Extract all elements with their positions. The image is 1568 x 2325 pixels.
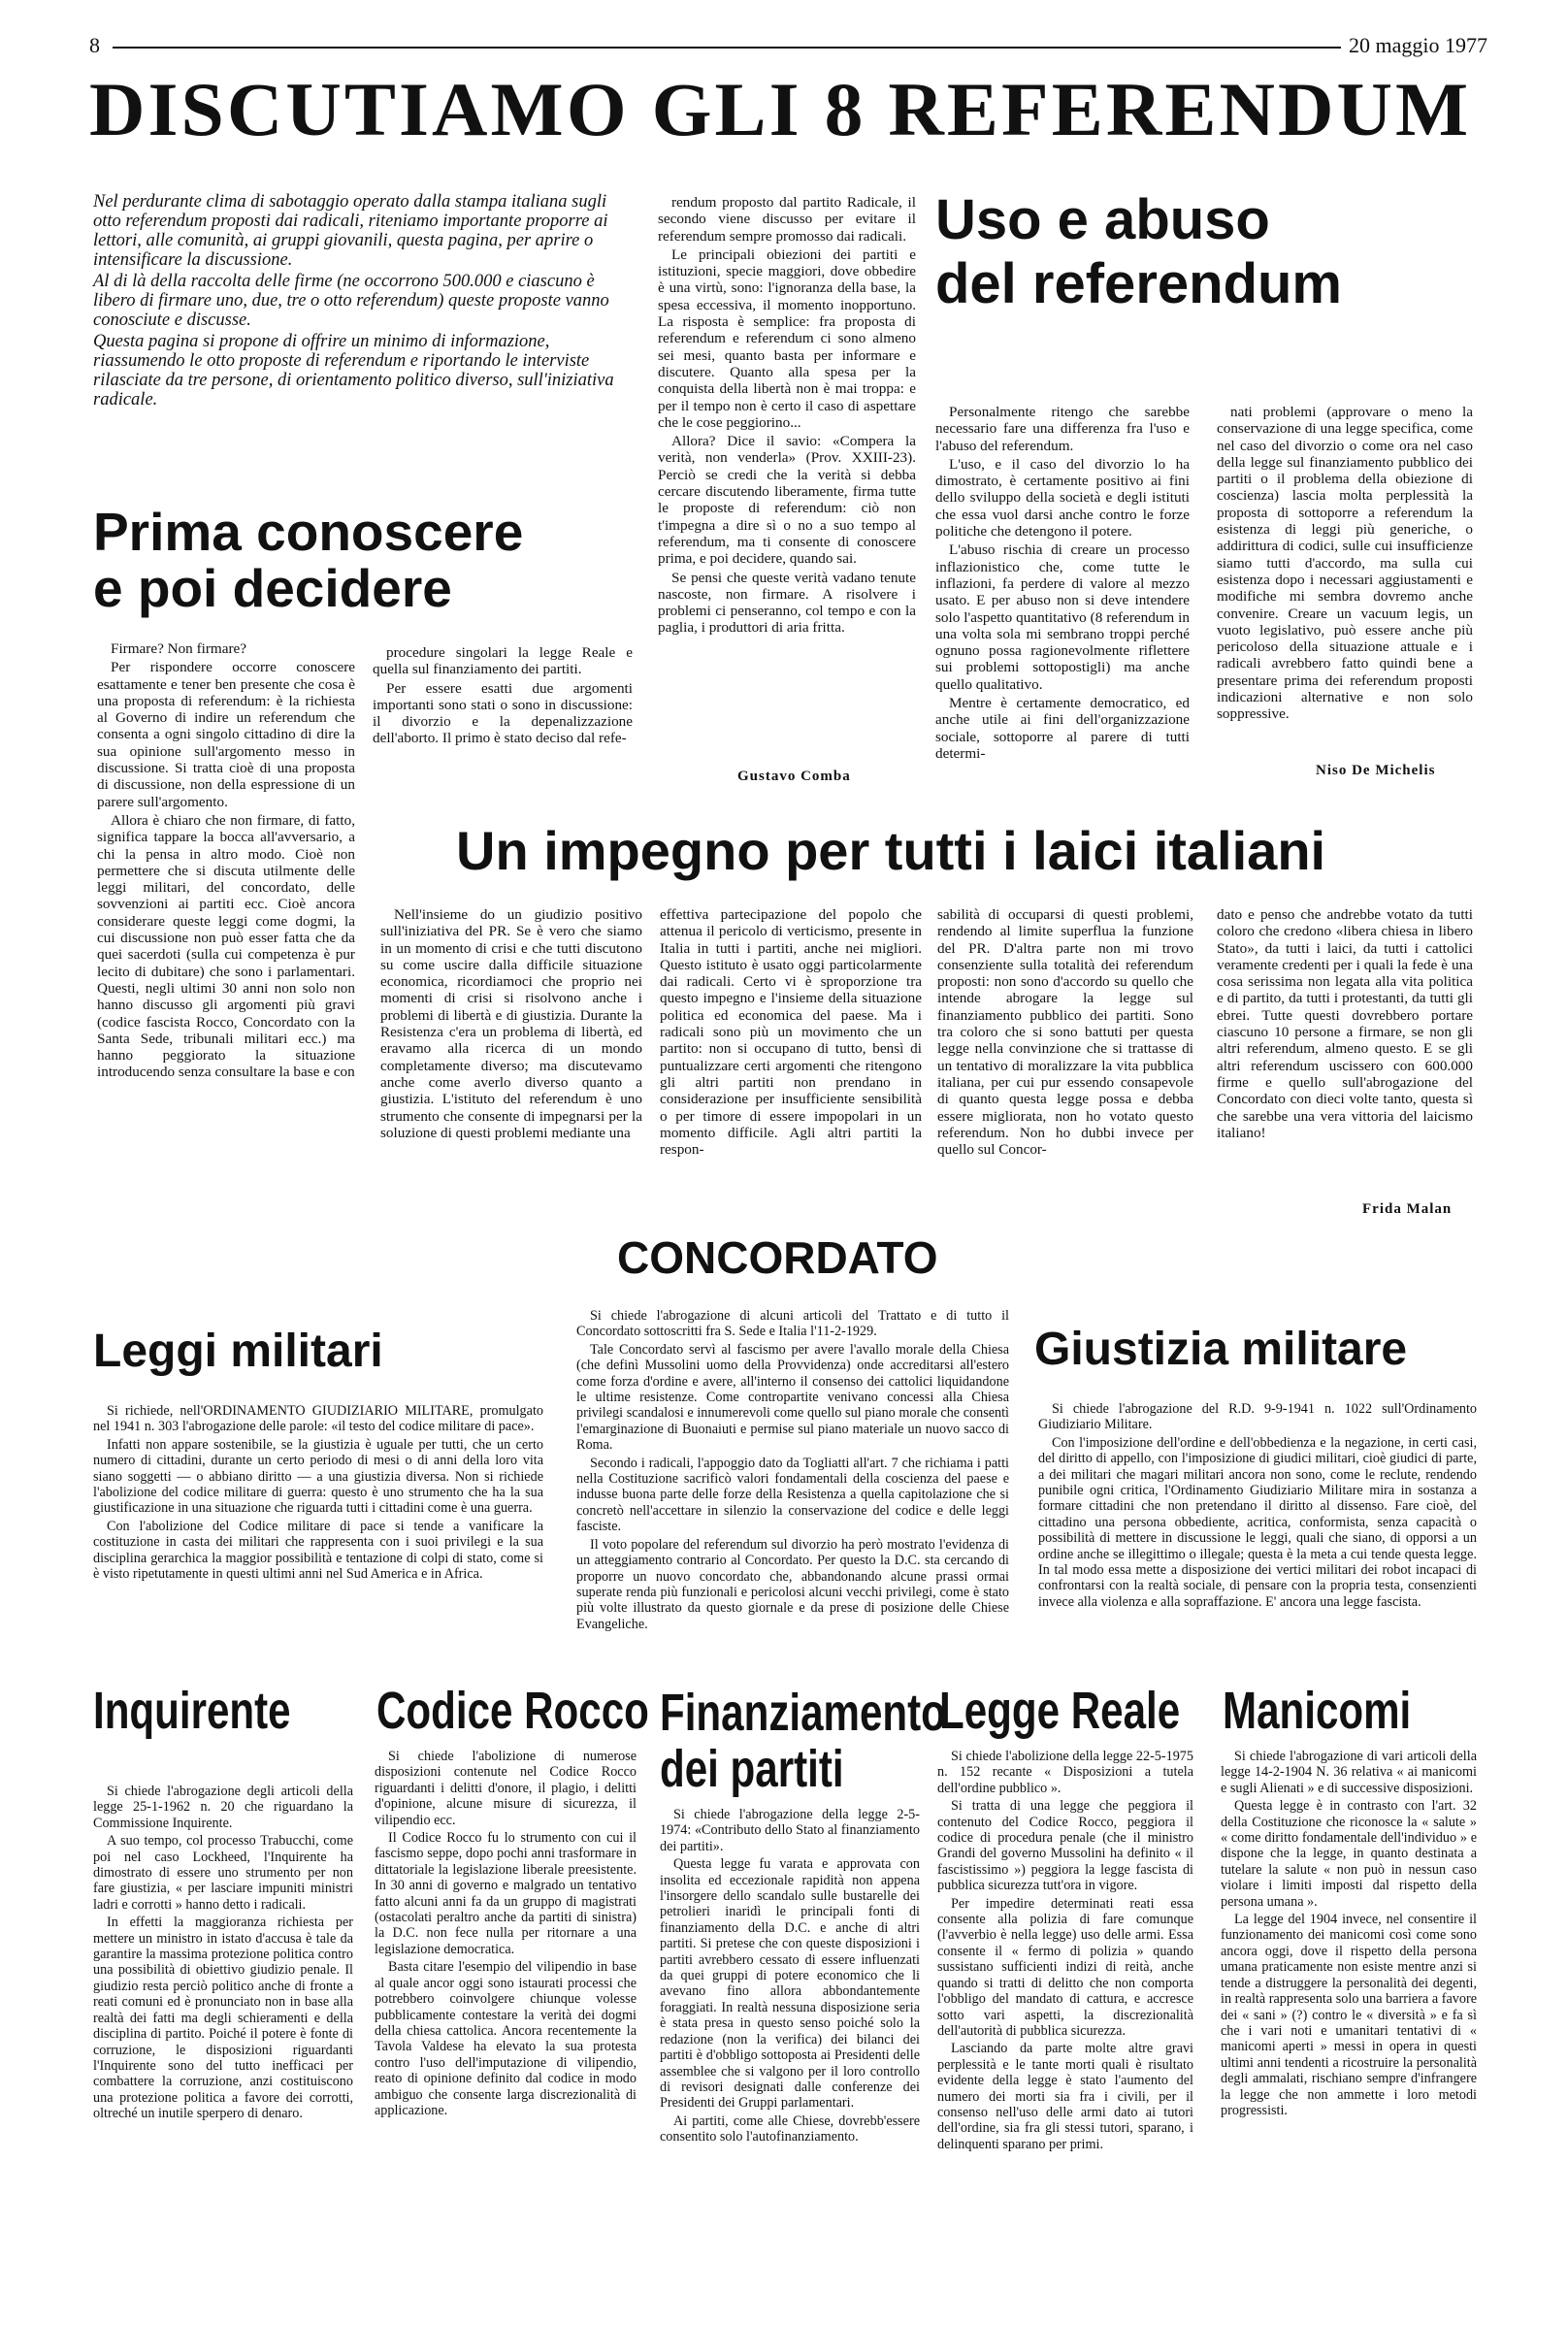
article-column xyxy=(373,644,633,749)
paragraph: Per essere esatti due argomenti importanti sono stati o sono in discussione: il divorzio e la depenalizzazione dell'aborto. Il primo è stato deciso dal refe- xyxy=(373,679,633,747)
article-headline-manicomi: Manicomi xyxy=(1223,1682,1412,1740)
intro-paragraph: Nel perdurante clima di sabotaggio operato dalla stampa italiana sugli otto referendum proposti dai radicali, riteniamo importante proporre ai lettori, alle comunità, ai gruppi giovanili, questa pagina, per aprire o intensificare la discussione. xyxy=(93,192,608,270)
paragraph: A suo tempo, col processo Trabucchi, come poi nel caso Lockheed, l'Inquirente ha dimostrato di essere uno strumento per non fare giustizia, « per lasciare impuniti ministri ladri e corrotti » hanno detto i radicali. xyxy=(93,1833,353,1913)
intro-box xyxy=(93,192,637,411)
page-title: DISCUTIAMO GLI 8 REFERENDUM xyxy=(89,67,1472,151)
article-headline-concordato: CONCORDATO xyxy=(617,1232,938,1283)
paragraph: Firmare? Non firmare? xyxy=(111,640,246,657)
signature: Niso De Michelis xyxy=(1316,763,1436,778)
paragraph: dato e penso che andrebbe votato da tutti coloro che credono «libera chiesa in libero Stato», da tutti i laici, da tutti i cattolici veramente credenti per i quali la fede è una cosa serissima non legata alla vita politica e di partito, da tutti i protestanti, da tutti gli ebrei. Tutte questi dovrebbero portare ciascuno 10 persone a firmare, se non gli altri referendum, almeno questo. E se gli altri referendum uscissero con 600.000 firme e quello sull'abrogazione del Concordato con dieci volte tanto, questa sì che sarebbe una vera vittoria del laicismo italiano! xyxy=(1217,906,1473,1141)
article-headline-uso xyxy=(935,188,1440,316)
paragraph: Il Codice Rocco fu lo strumento con cui il fascismo seppe, dopo pochi anni trasformare in dittatoriale la legislazione liberale preesistente. In 30 anni di governo e malgrado un tentativo fatto alcuni anni fa da un gruppo di magistrati (ostacolati peraltro anche da partiti di sinistra) la D.C. non fece nulla per ritornare a una legislazione democratica. xyxy=(375,1830,637,1957)
paragraph: Si chiede l'abolizione della legge 22-5-1975 n. 152 recante « Disposizioni a tutela dell'ordine pubblico ». xyxy=(937,1749,1193,1796)
headline-line: Uso e abuso xyxy=(935,188,1270,251)
headline-line: Finanziamento xyxy=(660,1684,946,1742)
headline-line: e poi decidere xyxy=(93,557,452,618)
article-column xyxy=(658,194,916,639)
issue-date: 20 maggio 1977 xyxy=(1349,33,1487,57)
paragraph: Questa legge è in contrasto con l'art. 32 della Costituzione che riconosce la « salute » « come diritto fondamentale dell'individuo » e dispone che la legge, in quanto destinata a tutelare la salute « non può in nessun caso violare i limiti imposti dal rispetto della persona umana ». xyxy=(1221,1798,1477,1910)
paragraph: Basta citare l'esempio del vilipendio in base al quale ancor oggi sono istaurati processi che potrebbero coinvolgere chiunque volesse pubblicamente contestare la verità dei dogmi della chiesa cattolica. Ancora recentemente la Tavola Valdese ha elevato la sua protesta contro l'uso dell'imputazione di vilipendio, reato di opinione definito dal codice in modo ambiguo che consente larga discrezionalità di applicazione. xyxy=(375,1959,637,2118)
paragraph: Si chiede l'abrogazione della legge 2-5-1974: «Contributo dello Stato al finanziamento dei partiti». xyxy=(660,1807,920,1854)
paragraph: Il voto popolare del referendum sul divorzio ha però mostrato l'evidenza di un atteggiamento contrario al Concordato. Per questo la D.C. sta cercando di proporre un nuovo concordato che, abbandonando alcune prassi ormai superate renda più funzionali e pericolosi alcuni vecchi privilegi, come è stato più volte illustrato da questo giornale e da prese di posizione delle Chiese Evangeliche. xyxy=(576,1536,1009,1632)
paragraph: Si richiede, nell'ORDINAMENTO GIUDIZIARIO MILITARE, promulgato nel 1941 n. 303 l'abrogazione delle parole: «il testo del codice militare di pace». xyxy=(93,1403,543,1435)
paragraph: Tale Concordato servì al fascismo per avere l'avallo morale della Chiesa (che definì Mussolini uomo della Provvidenza) onde accreditarsi all'estero come forza d'ordine e avere, all'interno il consenso dei cattolici liquidandone le ultime resistenze. Come contropartite venivano concessi alla Chiesa privilegi scandalosi e innumerevoli come quello sul piano morale che consentì l'emarginazione di Buonaiuti e permise sul piano materiale un nuovo sacco di Roma. xyxy=(576,1341,1009,1454)
article-column xyxy=(935,404,1190,764)
intro-paragraph: Al di là della raccolta delle firme (ne occorrono 500.000 e ciascuno è libero di firmare uno, due, tre o otto referendum) queste proposte vanno conosciute e discusse. xyxy=(93,272,609,330)
article-column xyxy=(660,906,922,1160)
article-column xyxy=(937,906,1193,1160)
paragraph: Lasciando da parte molte altre gravi perplessità e le tante morti quali è risultato evidente della legge è stato l'aumento del numero dei morti sia fra i civili, per il consenso nell'uso delle armi dato ai tutori dell'ordine, sia fra gli stessi tutori, sparano, i delinquenti sparano per primi. xyxy=(937,2041,1193,2152)
headline-line: dei partiti xyxy=(660,1740,844,1798)
paragraph: Infatti non appare sostenibile, se la giustizia è uguale per tutti, che un certo numero di cittadini, durante un certo periodo di mesi o di anni della loro vita siano soggetti — o abbiano diritto — a una giustizia diversa. Non si richiede l'abolizione del codice militare di guerra: questo è uno strumento che ha la sua giustificazione in una situazione che riguarda tutti i cittadini come è una guerra. xyxy=(93,1436,543,1517)
paragraph: nati problemi (approvare o meno la conservazione di una legge specifica, come nel caso del divorzio o come ora nel caso della legge sul finanziamento pubblico dei partiti o il problema della obiezione di coscienza) lascia molta perplessità la proposta di sottoporre a referendum la esistenza di leggi più generiche, o addirittura di codici, sulle cui insufficienze siamo tutti d'accordo, ma sulla cui esistenza dopo i necessari aggiustamenti e modifiche mi sembra dovremo anche convenire. Creare un vacuum legis, un vuoto legislativo, può essere anche più pericoloso della situazione attuale e i radicali avrebbero fatto quindi bene a presentare prima dei referendum proposti indicazioni alternative e non solo soppressive. xyxy=(1217,404,1473,723)
paragraph: Per rispondere occorre conoscere esattamente e tener ben presente che cosa è una proposta di referendum: è la richiesta al Governo di indire un referendum che consenta a ogni singolo cittadino di dire la sua opinione sull'argomento messo in discussione. Si tratta cioè di una proposta di discussione, non della espressione di un parere sull'argomento. xyxy=(97,659,355,810)
article-body xyxy=(93,1784,353,2124)
header-rule xyxy=(113,47,1341,49)
page-number: 8 xyxy=(89,33,100,57)
paragraph: Secondo i radicali, l'appoggio dato da Togliatti all'art. 7 che richiama i patti nella Costituzione sacrificò valori fondamentali della coscienza del paese e indusse buona parte delle forze della Resistenza a quella capitolazione che si concretò nell'accettare in silenzio la conservazione del codice e delle leggi fasciste. xyxy=(576,1455,1009,1535)
article-column xyxy=(97,640,355,1083)
paragraph: Questa legge fu varata e approvata con insolita ed eccezionale rapidità non appena l'insorgere dello scandalo sulle bustarelle dei petrolieri inaridì le principali fonti di finanziamento della D.C. e anche di altri partiti. Si pretese che con queste disposizioni i partiti avrebbero cessato di essere influenzati da quei gruppi di potere economico che li avevano fino allora abbondantemente foraggiati. In realtà nessuna disposizione seria è stata presa in questo senso poiché solo la redazione (non la verifica) dei bilanci dei partiti è d'obbligo sottoposta ai Presidenti delle assemblee che si valgono per il loro controllo di revisori designati dalle conferenze dei Presidenti dei Gruppi parlamentari. xyxy=(660,1856,920,2112)
paragraph: Con l'abolizione del Codice militare di pace si tende a vanificare la costituzione in casta dei militari che rappresenta con i suoi privilegi e la sua disciplina gerarchica la maggior possibilità e tentazione di colpi di stato, come si è visto ripetutamente in questi ultimi anni nel Sud America e in Africa. xyxy=(93,1518,543,1583)
article-headline-leggi-militari: Leggi militari xyxy=(93,1326,383,1377)
paragraph: L'abuso rischia di creare un processo inflazionistico che, come tutte le inflazioni, fa perdere di valore al mezzo usato. E per abuso non si deve intendere solo l'aspetto quantitativo (8 referendum in una volta sola mi sembrano troppi perché ognuno possa ragionevolmente riflettere sui problemi sottopostigli) ma anche quello qualitativo. xyxy=(935,541,1190,693)
signature: Gustavo Comba xyxy=(737,769,851,784)
intro-paragraph: Questa pagina si propone di offrire un minimo di informazione, riassumendo le otto proposte di referendum e riportando le interviste rilasciate da tre persone, di orientamento politico diverso, sull'iniziativa radicale. xyxy=(93,332,614,409)
article-headline-codice-rocco: Codice Rocco xyxy=(376,1682,649,1740)
article-headline-impegno: Un impegno per tutti i laici italiani xyxy=(456,820,1326,881)
paragraph: Se pensi che queste verità vadano tenute nascoste, non firmare. A risolvere i problemi ci penseranno, col tempo e con la paglia, i produttori di aria fritta. xyxy=(658,569,916,637)
article-headline-legge-reale: Legge Reale xyxy=(939,1682,1181,1740)
article-body xyxy=(576,1308,1009,1634)
article-body xyxy=(1221,1749,1477,2120)
headline-line: Prima conoscere xyxy=(93,502,524,562)
article-body xyxy=(937,1749,1193,2154)
paragraph: effettiva partecipazione del popolo che attenua il pericolo di verticismo, presente in Italia in tutti i partiti, anche nei migliori. Questo istituto è usato oggi particolarmente dai radicali. Certo vi è sproporzione tra questo impegno e l'insieme della situazione politica ed economica del paese. Ma i radicali sono più un movimento che un partito: non si occupano di tutto, bensì di puntualizzare certi argomenti che ritengono gli altri partiti non prendano in considerazione per insufficiente sensibilità o per timore di essere impopolari in un momento difficile. Agli altri partiti la respon- xyxy=(660,906,922,1159)
signature: Frida Malan xyxy=(1362,1201,1453,1217)
paragraph: Si chiede l'abrogazione di vari articoli della legge 14-2-1904 N. 36 relativa « ai manicomi e sugli Alienati » e di successive disposizioni. xyxy=(1221,1749,1477,1796)
article-column xyxy=(1217,906,1473,1143)
paragraph: Mentre è certamente democratico, ed anche utile ai fini dell'organizzazione sociale, sottoporre al parere di tutti determi- xyxy=(935,695,1190,762)
paragraph: La legge del 1904 invece, nel consentire il funzionamento dei manicomi così come sono ancora oggi, dove il rispetto della persona umana praticamente non esiste mentre anzi si tende a distruggere la personalità dei degenti, in realtà rappresenta solo una barriera a favore dei « sani » (?) contro le « diversità » e fa sì che i vari noti e umanitari tentativi di « manicomi aperti » messi in opera in questi ultimi anni tendenti a ricostruire la personalità degli ammalati, rischiano sempre d'infrangere la legge che non ammette i loro metodi progressisti. xyxy=(1221,1912,1477,2118)
article-headline-finanziamento xyxy=(660,1685,946,1797)
article-body xyxy=(1038,1401,1477,1612)
article-headline-inquirente: Inquirente xyxy=(93,1682,291,1740)
paragraph: L'uso, e il caso del divorzio lo ha dimostrato, è certamente positivo ai fini dello sviluppo della società e degli istituti che essa vuol darsi anche contro le forze politiche che detengono il potere. xyxy=(935,455,1190,540)
paragraph: Personalmente ritengo che sarebbe necessario fare una differenza fra l'uso e l'abuso del referendum. xyxy=(935,404,1190,454)
headline-line: del referendum xyxy=(935,252,1342,315)
paragraph: Si chiede l'abrogazione di alcuni articoli del Trattato e di tutto il Concordato sottoscritti fra S. Sede e Italia l'11-2-1929. xyxy=(576,1308,1009,1340)
paragraph: Le principali obiezioni dei partiti e istituzioni, specie maggiori, dove obbedire è una virtù, sono: l'ignoranza della base, la spesa eccessiva, il momento inopportuno. La risposta è semplice: fra proposta di referendum e referendum ci sono almeno sei mesi, quanto basta per informare e discutere. Quanto alla spesa per la conquista della libertà non è mai troppa: e per il tempo non è certo il caso di aspettare che le cose peggiorino... xyxy=(658,246,916,431)
article-body xyxy=(375,1749,637,2120)
paragraph: Ai partiti, come alle Chiese, dovrebb'essere consentito solo l'autofinanziamento. xyxy=(660,2112,920,2145)
paragraph: Si chiede l'abrogazione degli articoli della legge 25-1-1962 n. 20 che riguardano la Commissione Inquirente. xyxy=(93,1784,353,1831)
paragraph: Nell'insieme do un giudizio positivo sull'iniziativa del PR. Se è vero che siamo in un momento di crisi e che tutti discutono su come uscire dalla difficile situazione economica, ricordiamoci che proprio nei momenti di crisi si risolvono anche i problemi di libertà e di giustizia. Durante la Resistenza c'era un problema di libertà, ed eravamo alla ricerca di un mondo completamente diverso; ma discutevamo anche come averlo diverso quanto a giustizia. L'istituto del referendum è uno strumento che consente di impegnarsi per la soluzione di questi problemi mediante una xyxy=(380,906,642,1141)
paragraph: Si chiede l'abolizione di numerose disposizioni contenute nel Codice Rocco riguardanti i delitti d'onore, il plagio, i delitti d'opinione, alcune misure di sicurezza, il vilipendio ecc. xyxy=(375,1749,637,1828)
paragraph: Allora è chiaro che non firmare, di fatto, significa tappare la bocca all'avversario, a chi la pensa in altro modo. Cioè non permettere che si discuta utilmente delle leggi militari, del concordato, delle sovvenzioni ai partiti ecc. Cioè ancora considerare queste leggi come dogmi, la cui discussione non può esser fatta che da quei sacerdoti (sulla cui competenza è pur lecito di dubitare) che sono i parlamentari. Questi, negli ultimi 30 anni non solo non hanno discusso gli argomenti più gravi (codice fascista Rocco, Concordato con la Santa Sede, tribunali militari ecc.) ma hanno peggiorato la situazione introducendo senza consultare la base e con xyxy=(97,811,355,1081)
paragraph: rendum proposto dal partito Radicale, il secondo viene discusso per evitare il referendum sempre promosso dai radicali. xyxy=(658,194,916,245)
paragraph: Allora? Dice il savio: «Compera la verità, non venderla» (Prov. XXIII-23). Perciò se credi che la verità si debba cercare discutendo liberamente, firma tutte le proposte di referendum: ciò non t'impegna a dire sì o no a suo tempo al referendum, ma ti consente di conoscere prima, e poi decidere, quando sai. xyxy=(658,433,916,568)
paragraph: Con l'imposizione dell'ordine e dell'obbedienza e la negazione, in certi casi, del diritto di appello, con l'imposizione di giudici militari, cioè giudici di parte, a dei militari che magari militari ancora non sono, come le reclute, rendendo punibile ogni critica, l'Ordinamento Giudiziario Militare mira in sostanza a formare cittadini che non pretendano il diritto al dissenso. Fare cioè, del cittadino una persona obbediente, acritica, conformista, senza capacità o possibilità di mettere in discussione le leggi, quali che siano, di opporsi a un ordine anche se illegittimo o illegale; questa è la meta a cui tende questa legge. In tal modo essa mette a disposizione dei vertici militari dei robot incapaci di confrontarsi con la realtà sociale, di pensare con la propria testa, consenzienti invece alla violenza e alla sopraffazione. E' ancora una legge fascista. xyxy=(1038,1434,1477,1610)
article-column xyxy=(380,906,642,1143)
paragraph: Si chiede l'abrogazione del R.D. 9-9-1941 n. 1022 sull'Ordinamento Giudiziario Militare. xyxy=(1038,1401,1477,1433)
article-body xyxy=(93,1403,543,1584)
article-headline-giustizia-militare: Giustizia militare xyxy=(1034,1324,1408,1375)
paragraph: Si tratta di una legge che peggiora il contenuto del Codice Rocco, peggiora il codice di procedura penale (che il ministro Grandi del governo Mussolini ha definito « il fascistissimo ») peggiora la legge fascista di pubblica sicurezza tutt'ora in vigore. xyxy=(937,1798,1193,1894)
article-headline-prima xyxy=(93,502,637,618)
paragraph: procedure singolari la legge Reale e quella sul finanziamento dei partiti. xyxy=(373,644,633,678)
paragraph: In effetti la maggioranza richiesta per mettere un ministro in istato d'accusa è tale da garantire la massima protezione politica contro una possibilità di obiettivo giudizio penale. Il giudizio resta perciò politico anche di fronte a reati comuni ed è pronunciato non in base alla realtà dei fatti ma degli schieramenti e della disciplina di partito. Poiché il potere è fonte di corruzione, le disposizioni riguardanti l'Inquirente sono del tutto inefficaci per combattere la corruzione, anzi costituiscono una protezione politica a favore dei corrotti, oltreché un inutile sperpero di denaro. xyxy=(93,1915,353,2122)
paragraph: Per impedire determinati reati essa consente alla polizia di fare comunque (l'avverbio è nella legge) uso delle armi. Essa consente il « fermo di polizia » quando sussistano sufficienti indizi di reità, anche quando si tratti di delitto che non comporta l'obbligo del mandato di cattura, e accresce sotto vari aspetti, la discrezionalità dell'autorità di pubblica sicurezza. xyxy=(937,1895,1193,2039)
article-column xyxy=(1217,404,1473,725)
paragraph: sabilità di occuparsi di questi problemi, rendendo al limite superflua la funzione del PR. D'altra parte non mi trovo consenziente sulla totalità dei referendum proposti: non sono d'accordo su quello che intende abrogare la legge sul finanziamento pubblico dei partiti. Sono tra coloro che si sono battuti per questa legge nella convinzione che si trattasse di un tentativo di moralizzare la vita pubblica italiana, per cui pur essendo consapevole di quanto questa legge possa e debba essere migliorata, non ho votato questo referendum. Non ho dubbi invece per quello sul Concor- xyxy=(937,906,1193,1159)
article-body xyxy=(660,1807,920,2147)
